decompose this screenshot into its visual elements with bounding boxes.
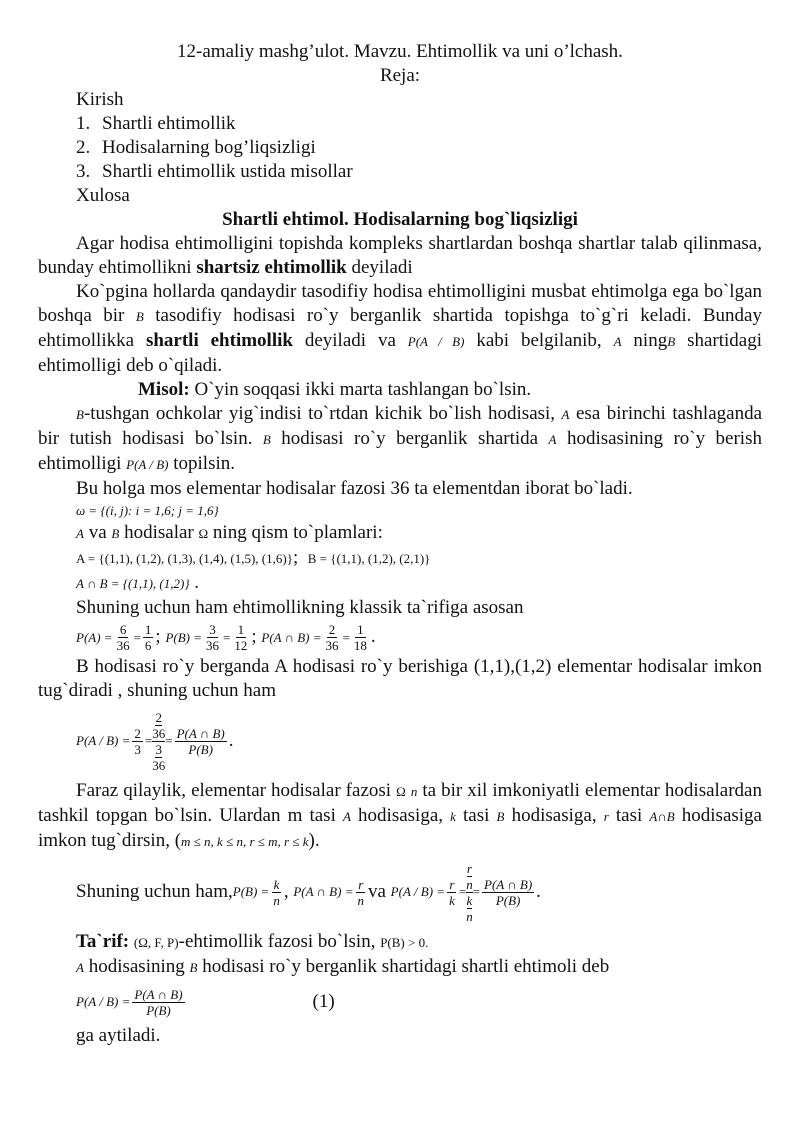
example-line: Misol: O`yin soqqasi ikki marta tashlangan bo`lsin. <box>138 379 532 400</box>
plan-list <box>38 112 762 184</box>
sets-line: A = {(1,1), (1,2), (1,3), (1,4), (1,5), (1,6)}; B = {(1,1), (1,2), (2,1)} <box>76 547 431 568</box>
definition-line: Ta`rif: (Ω, F, P)-ehtimollik fazosi bo`lsin, P(B) > 0. <box>76 931 429 952</box>
plan-item: 3. Shartli ehtimollik ustida misollar <box>76 161 353 182</box>
plan-conclusion: Xulosa <box>76 185 130 206</box>
document-title: 12-amaliy mashg’ulot. Mavzu. Ehtimollik va uni o’lchash. <box>177 41 623 62</box>
definition-formula: P(A / B) = $\frac{P(A \cap B)}{P(B)}$ (1) <box>76 986 335 1018</box>
formula-number: (1) <box>312 991 335 1012</box>
paragraph-space: Bu holga mos elementar hodisalar fazosi 36 ta elementdan iborat bo`ladi. <box>76 478 633 499</box>
paragraph-assume: Faraz qilaylik, elementar hodisalar fazosi Ω n ta bir xil imkoniyatli elementar hodisalardan tashkil topgan bo`lsin. Ulardan m tasi A hodisasiga, k tasi B hodisasiga, r tasi A∩B hodisasiga imkon tug`dirsin, (m ≤ n, k ≤ n, r ≤ m, r ≤ k). <box>38 780 762 851</box>
plan-intro: Kirish <box>76 89 124 110</box>
paragraph-classic: Shuning uchun ham ehtimollikning klassik ta`rifiga asosan <box>76 597 524 618</box>
conditional-formula: P(A / B) = $\frac{2}{3}$ = 2 36 3 36 = $\frac{P(A \cap B)}{P(B)}$ . <box>76 709 234 773</box>
omega-formula: ω = {(i, j): i = 1,6; j = 1,6} <box>76 503 219 518</box>
document-page <box>38 40 762 1048</box>
plan-item: 1. Shartli ehtimollik <box>76 113 236 134</box>
definition-text: A hodisasining B hodisasi ro`y berganlik shartidagi shartli ehtimoli deb <box>76 956 610 977</box>
plan-item: 2. Hodisalarning bog’liqsizligi <box>76 137 316 158</box>
section-heading: Shartli ehtimol. Hodisalarning bog`liqsizligi <box>222 209 578 230</box>
intersection-line: A ∩ B = {(1,1), (1,2)} . <box>76 572 200 593</box>
paragraph-elementary: B hodisasi ro`y berganda A hodisasi ro`y berishiga (1,1),(1,2) elementar hodisalar imkon tug`diradi , shuning uchun ham <box>38 656 762 701</box>
plan-label: Reja: <box>379 65 421 86</box>
paragraph-dice: B-tushgan ochkolar yig`indisi to`rtdan kichik bo`lish hodisasi, A esa birinchi tashlaganda bir tutish hodisasi bo`lsin. B hodisasi ro`y berganlik shartida A hodisasining ro`y berish ehtimolligi P(A / B) topilsin. <box>38 403 762 474</box>
ratio-formulas: Shuning uchun ham, P(B) = $\frac{k}{n}$ , P(A ∩ B) = $\frac{r}{n}$ va P(A / B) = $\frac{r}{k}$ = r n k n = $\frac{P(A \cap B)}{P(B)}$ . <box>76 860 541 924</box>
definition-end: ga aytiladi. <box>76 1025 161 1046</box>
paragraph-conditional: Ko`pgina hollarda qandaydir tasodifiy hodisa ehtimolligini musbat ehtimolga ega bo`lgan boshqa bir B tasodifiy hodisasi ro`y berganlik shartida topishga to`g`ri keladi. Bunday ehtimollikka shartli ehtimollik deyiladi va P(A / B) kabi belgilanib, A ningB shartidagi ehtimolligi deb o`qiladi. <box>38 281 762 376</box>
paragraph-unconditional: Agar hodisa ehtimolligini topishda kompleks shartlardan boshqa shartlar talab qilinmasa, bunday ehtimollikni shartsiz ehtimollik deyiladi <box>38 233 762 278</box>
probabilities-formula: P(A) = $\frac{6}{36}$ = $\frac{1}{6}$ ; P(B) = $\frac{3}{36}$ = $\frac{1}{12}$ ; P(A ∩ B) = $\frac{2}{36}$ = $\frac{1}{18}$ . <box>76 622 376 654</box>
paragraph-subsets: A va B hodisalar Ω ning qism to`plamlari: <box>76 522 383 543</box>
